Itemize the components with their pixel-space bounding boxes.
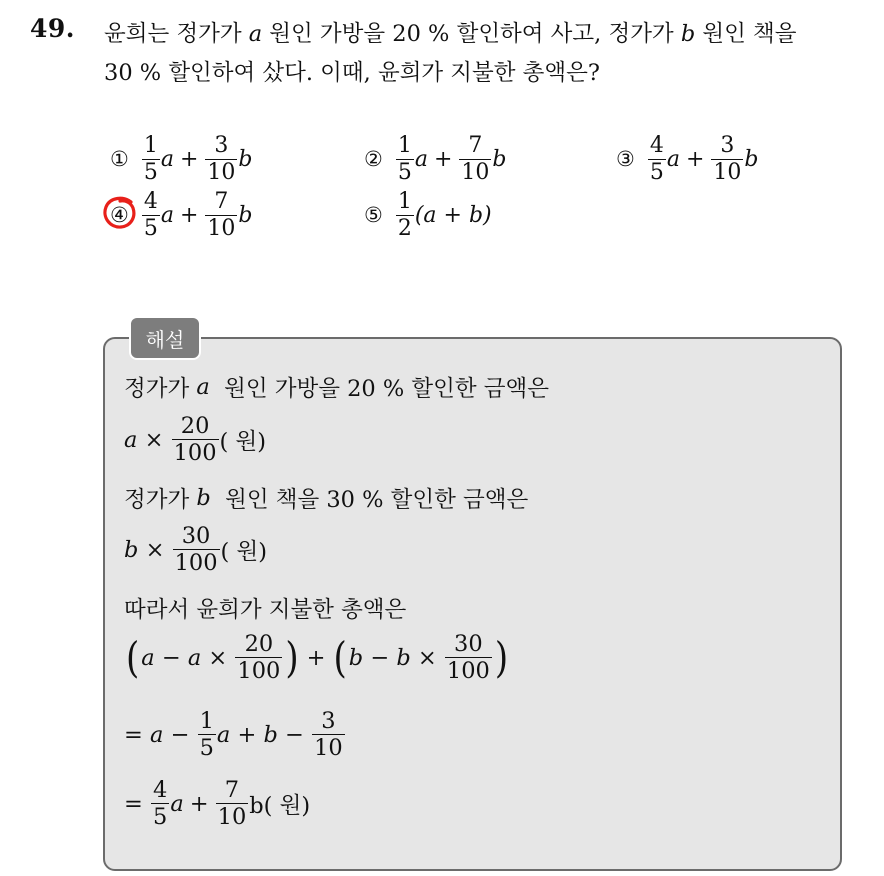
explanation-tag: 해설: [129, 316, 201, 360]
explanation-line-7: = a − $\frac{1}{5}$ a + b − $\frac{3}{10}$: [124, 708, 343, 762]
explanation-line-6: ( a − a × $\frac{20}{100}$ ) + ( b − b × $\frac{30}{100}$ ): [126, 631, 509, 685]
question-stem-line-1: 윤희는 정가가 a 원인 가방을 20 % 할인하여 사고, 정가가 b 원인 책을: [104, 21, 797, 47]
choice-5[interactable]: ⑤ $\frac{1}{2}$ (a + b): [364, 189, 492, 241]
choice-2[interactable]: ② $\frac{1}{5}$ a + $\frac{7}{10}$ b: [364, 133, 507, 185]
explanation-line-4: b × $\frac{30}{100}$ ( 원): [124, 523, 267, 577]
explanation-line-3: 정가가 b 원인 책을 30 % 할인한 금액은: [124, 485, 529, 513]
variable-a: a: [248, 21, 263, 47]
question-stem-line-2: 30 % 할인하여 샀다. 이때, 윤희가 지불한 총액은?: [104, 60, 600, 86]
question-number: 49.: [30, 14, 75, 43]
explanation-line-1: 정가가 a 원인 가방을 20 % 할인한 금액은: [124, 374, 549, 402]
answer-circle-mark: [102, 195, 138, 231]
variable-b: b: [680, 21, 696, 47]
choice-3[interactable]: ③ $\frac{4}{5}$ a + $\frac{3}{10}$ b: [616, 133, 759, 185]
choice-1[interactable]: ① $\frac{1}{5}$ a + $\frac{3}{10}$ b: [110, 133, 253, 185]
explanation-line-5: 따라서 윤희가 지불한 총액은: [124, 597, 407, 623]
explanation-line-8: = $\frac{4}{5}$ a + $\frac{7}{10}$ b( 원): [124, 777, 311, 831]
explanation-line-2: a × $\frac{20}{100}$ ( 원): [124, 413, 266, 467]
choice-4[interactable]: ④ $\frac{4}{5}$ a + $\frac{7}{10}$ b: [110, 189, 253, 241]
